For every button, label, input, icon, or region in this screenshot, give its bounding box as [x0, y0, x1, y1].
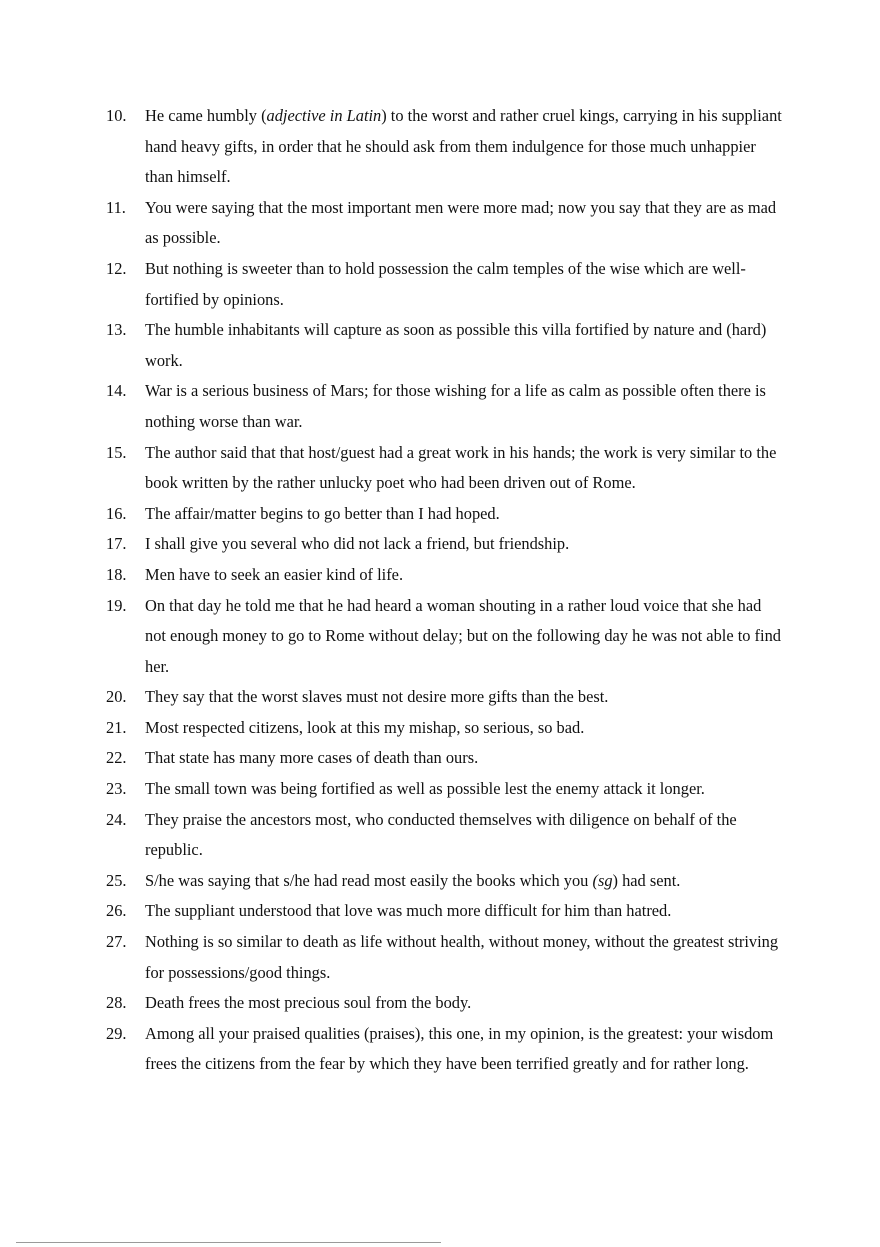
- item-number: 25.: [106, 870, 127, 890]
- list-item: [106, 438, 786, 499]
- list-item: [106, 682, 786, 713]
- item-number: 24.: [106, 809, 127, 829]
- item-number: 26.: [106, 901, 127, 921]
- item-number: 13.: [106, 320, 127, 340]
- text-run: Men have to seek an easier kind of life.: [145, 564, 404, 584]
- text-run: Among all your praised qualities (praises), this one, in my opinion, is the greatest: your wisdom frees the citizens from the fear by which they have been terrified greatly and for rather long.: [145, 1023, 774, 1074]
- text-run: They praise the ancestors most, who conducted themselves with diligence on behalf of the republic.: [145, 809, 737, 860]
- item-text: [145, 534, 569, 553]
- item-number: 12.: [106, 258, 127, 278]
- item-text: [145, 198, 776, 248]
- list-item: [106, 896, 786, 927]
- item-text: [145, 810, 737, 860]
- item-text: [145, 748, 478, 767]
- text-run: The humble inhabitants will capture as soon as possible this villa fortified by nature and (hard) work.: [145, 320, 767, 370]
- italic-phrase: (sg: [592, 870, 613, 890]
- item-text: [145, 504, 500, 523]
- text-run: S/he was saying that s/he had read most easily the books which you: [145, 870, 593, 890]
- text-run: Most respected citizens, look at this my mishap, so serious, so bad.: [145, 717, 585, 737]
- text-run: Death frees the most precious soul from the body.: [145, 993, 472, 1013]
- item-number: 28.: [106, 993, 127, 1013]
- list-item: [106, 1019, 786, 1080]
- list-item: [106, 376, 786, 437]
- list-item: [106, 193, 786, 254]
- item-number: 22.: [106, 748, 127, 768]
- item-text: [145, 381, 766, 431]
- list-item: [106, 988, 786, 1019]
- item-number: 27.: [106, 932, 127, 952]
- list-item: [106, 529, 786, 560]
- text-run: He came humbly (: [145, 106, 267, 125]
- text-run: The affair/matter begins to go better than I had hoped.: [145, 503, 500, 523]
- item-text: [145, 443, 776, 493]
- item-text: [145, 779, 705, 798]
- list-item: [106, 560, 786, 591]
- text-run: But nothing is sweeter than to hold possession the calm temples of the wise which are well-fortified by opinions.: [145, 258, 746, 309]
- list-item: [106, 866, 786, 897]
- list-item: [106, 499, 786, 530]
- item-text: [145, 106, 782, 186]
- text-run: They say that the worst slaves must not desire more gifts than the best.: [145, 687, 609, 707]
- item-text: [145, 901, 671, 920]
- item-text: [145, 565, 403, 584]
- list-item: [106, 101, 786, 193]
- text-run: I shall give you several who did not lack a friend, but friendship.: [145, 534, 570, 554]
- list-item: [106, 713, 786, 744]
- item-text: [145, 718, 584, 737]
- text-run: You were saying that the most important men were more mad; now you say that they are as mad as possible.: [145, 197, 777, 248]
- text-run: The suppliant understood that love was much more difficult for him than hatred.: [145, 901, 672, 921]
- text-run: On that day he told me that he had heard a woman shouting in a rather loud voice that she had not enough money to go to Rome without delay; but on the following day he was not able to find her.: [145, 595, 781, 676]
- item-number: 15.: [106, 442, 127, 462]
- item-text: [145, 596, 781, 676]
- list-item: [106, 315, 786, 376]
- item-text: [145, 993, 471, 1012]
- list-item: [106, 591, 786, 683]
- text-run: ) had sent.: [612, 870, 681, 890]
- item-number: 19.: [106, 595, 127, 615]
- item-number: 11.: [106, 197, 126, 217]
- list-item: [106, 927, 786, 988]
- item-number: 14.: [106, 381, 127, 401]
- list-item: [106, 774, 786, 805]
- item-text: [145, 871, 680, 890]
- item-number: 10.: [106, 106, 127, 125]
- numbered-sentence-list: [106, 101, 786, 1080]
- item-text: [145, 259, 746, 309]
- item-number: 29.: [106, 1023, 127, 1043]
- item-number: 21.: [106, 717, 127, 737]
- item-number: 20.: [106, 687, 127, 707]
- item-text: [145, 1024, 773, 1074]
- text-run: ) to the worst and rather cruel kings, carrying in his suppliant hand heavy gifts, in order that he should ask from them indulgence for those much unhappier than himself.: [145, 106, 782, 187]
- item-number: 23.: [106, 779, 127, 799]
- item-number: 17.: [106, 534, 127, 554]
- text-run: The author said that that host/guest had a great work in his hands; the work is very similar to the book written by the rather unlucky poet who had been driven out of Rome.: [145, 442, 777, 493]
- item-number: 18.: [106, 564, 127, 584]
- italic-phrase: adjective in Latin: [266, 106, 382, 125]
- item-number: 16.: [106, 503, 127, 523]
- text-run: That state has many more cases of death than ours.: [145, 748, 479, 768]
- item-text: [145, 320, 766, 370]
- list-item: [106, 805, 786, 866]
- footnote-separator-line: [16, 1242, 441, 1243]
- list-item: [106, 254, 786, 315]
- text-run: War is a serious business of Mars; for those wishing for a life as calm as possible often there is nothing worse than war.: [145, 381, 766, 431]
- list-item: [106, 743, 786, 774]
- text-run: The small town was being fortified as well as possible lest the enemy attack it longer.: [145, 779, 705, 799]
- item-text: [145, 932, 778, 982]
- text-run: Nothing is so similar to death as life without health, without money, without the greatest striving for possessions/good things.: [145, 932, 779, 982]
- item-text: [145, 687, 608, 706]
